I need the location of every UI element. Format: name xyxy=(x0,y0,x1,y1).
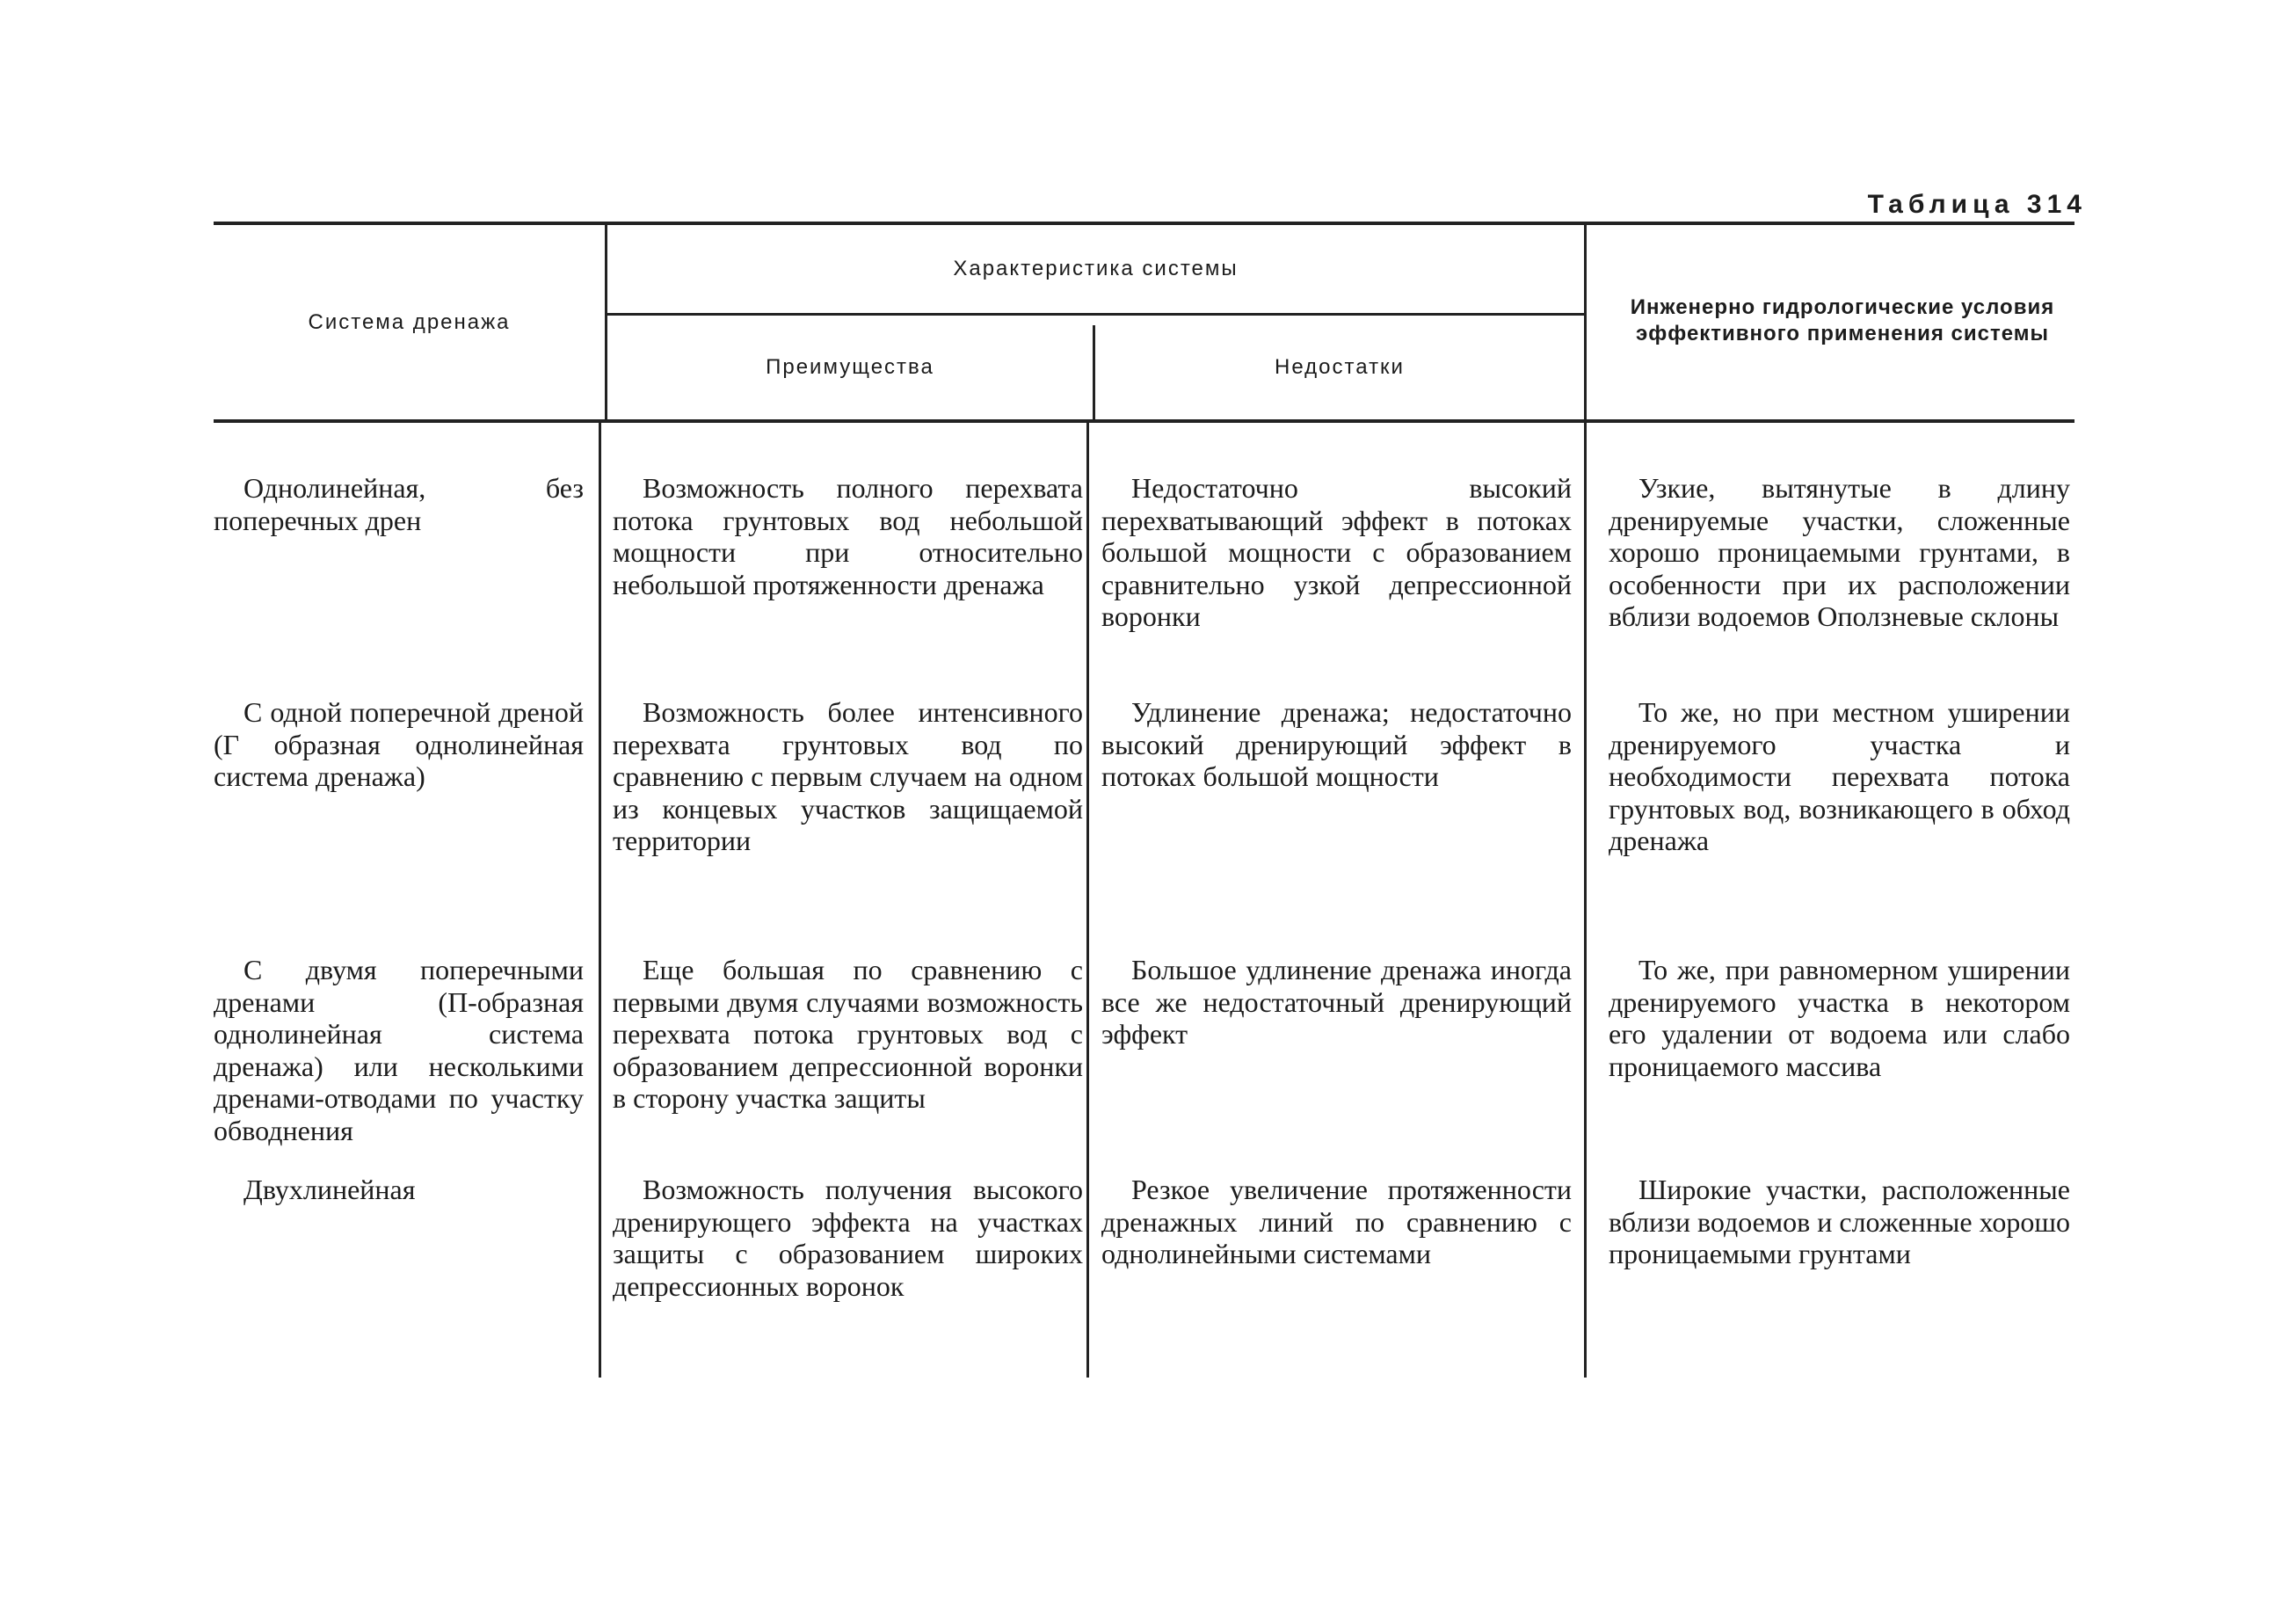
row-3-conditions: То же, при равномерном уширении дренируемого участка в некотором его удалении от водоема или слабо проницаемого массива xyxy=(1609,954,2070,1082)
header-system: Система дренажа xyxy=(308,309,511,334)
row-4-conditions: Широкие участки, расположенные вблизи водоемов и сложенные хорошо проницаемыми грунтами xyxy=(1609,1174,2070,1269)
body-divider-3 xyxy=(1584,423,1587,1378)
row-3-system: С двумя поперечными дренами (П-образная однолинейная система дренажа) или несколькими дренами-отводами по участку обводнения xyxy=(214,954,584,1146)
row-2-disadvantages: Удлинение дренажа; недостаточно высокий дренирующий эффект в потоках большой мощности xyxy=(1101,696,1572,792)
row-3-advantages: Еще большая по сравнению с первыми двумя случаями возможность перехвата потока грунтовых вод с образованием депрессионной воронки в сторону участка защиты xyxy=(613,954,1083,1114)
table-caption: Таблица 314 xyxy=(1867,190,2087,219)
header-disadvantages: Недостатки xyxy=(1275,355,1405,379)
row-1-disadvantages: Недостаточно высокий перехватывающий эффект в потоках большой мощности с образованием сравнительно узкой депрессионной воронки xyxy=(1101,472,1572,632)
row-4-system: Двухлинейная xyxy=(243,1174,416,1205)
row-3-disadvantages: Большое удлинение дренажа иногда все же недостаточный дренирующий эффект xyxy=(1101,954,1572,1050)
header-divider-3 xyxy=(1584,225,1587,419)
header-bottom-rule xyxy=(214,419,2074,423)
header-advantages: Преимущества xyxy=(766,355,934,379)
row-1-conditions: Узкие, вытянутые в длину дренируемые участки, сложенные хорошо проницаемыми грунтами, в особенности при их расположении вблизи водоемов Оползневые склоны xyxy=(1609,472,2070,632)
row-2-conditions: То же, но при местном уширении дренируемого участка и необходимости перехвата потока грунтовых вод, возникающего в обход дренажа xyxy=(1609,696,2070,856)
row-4-advantages: Возможность получения высокого дренирующего эффекта на участках защиты с образованием широких депрессионных воронок xyxy=(613,1174,1083,1302)
row-2-advantages: Возможность более интенсивного перехвата грунтовых вод по сравнению с первым случаем на одном из концевых участков защищаемой территории xyxy=(613,696,1083,856)
body-divider-2 xyxy=(1086,423,1089,1378)
header-characteristic: Характеристика системы xyxy=(953,257,1239,280)
row-2-system: С одной поперечной дреной (Г образная однолинейная система дренажа) xyxy=(214,696,584,792)
body-divider-1 xyxy=(599,423,601,1378)
row-4-disadvantages: Резкое увеличение протяженности дренажных линий по сравнению с однолинейными системами xyxy=(1101,1174,1572,1269)
header-conditions: Инженерно гидрологические условия эффективного применения системы xyxy=(1630,295,2055,345)
row-1-advantages: Возможность полного перехвата потока грунтовых вод небольшой мощности при относительно небольшой протяженности дренажа xyxy=(613,472,1083,600)
row-1-system: Однолинейная, без поперечных дрен xyxy=(214,472,584,536)
